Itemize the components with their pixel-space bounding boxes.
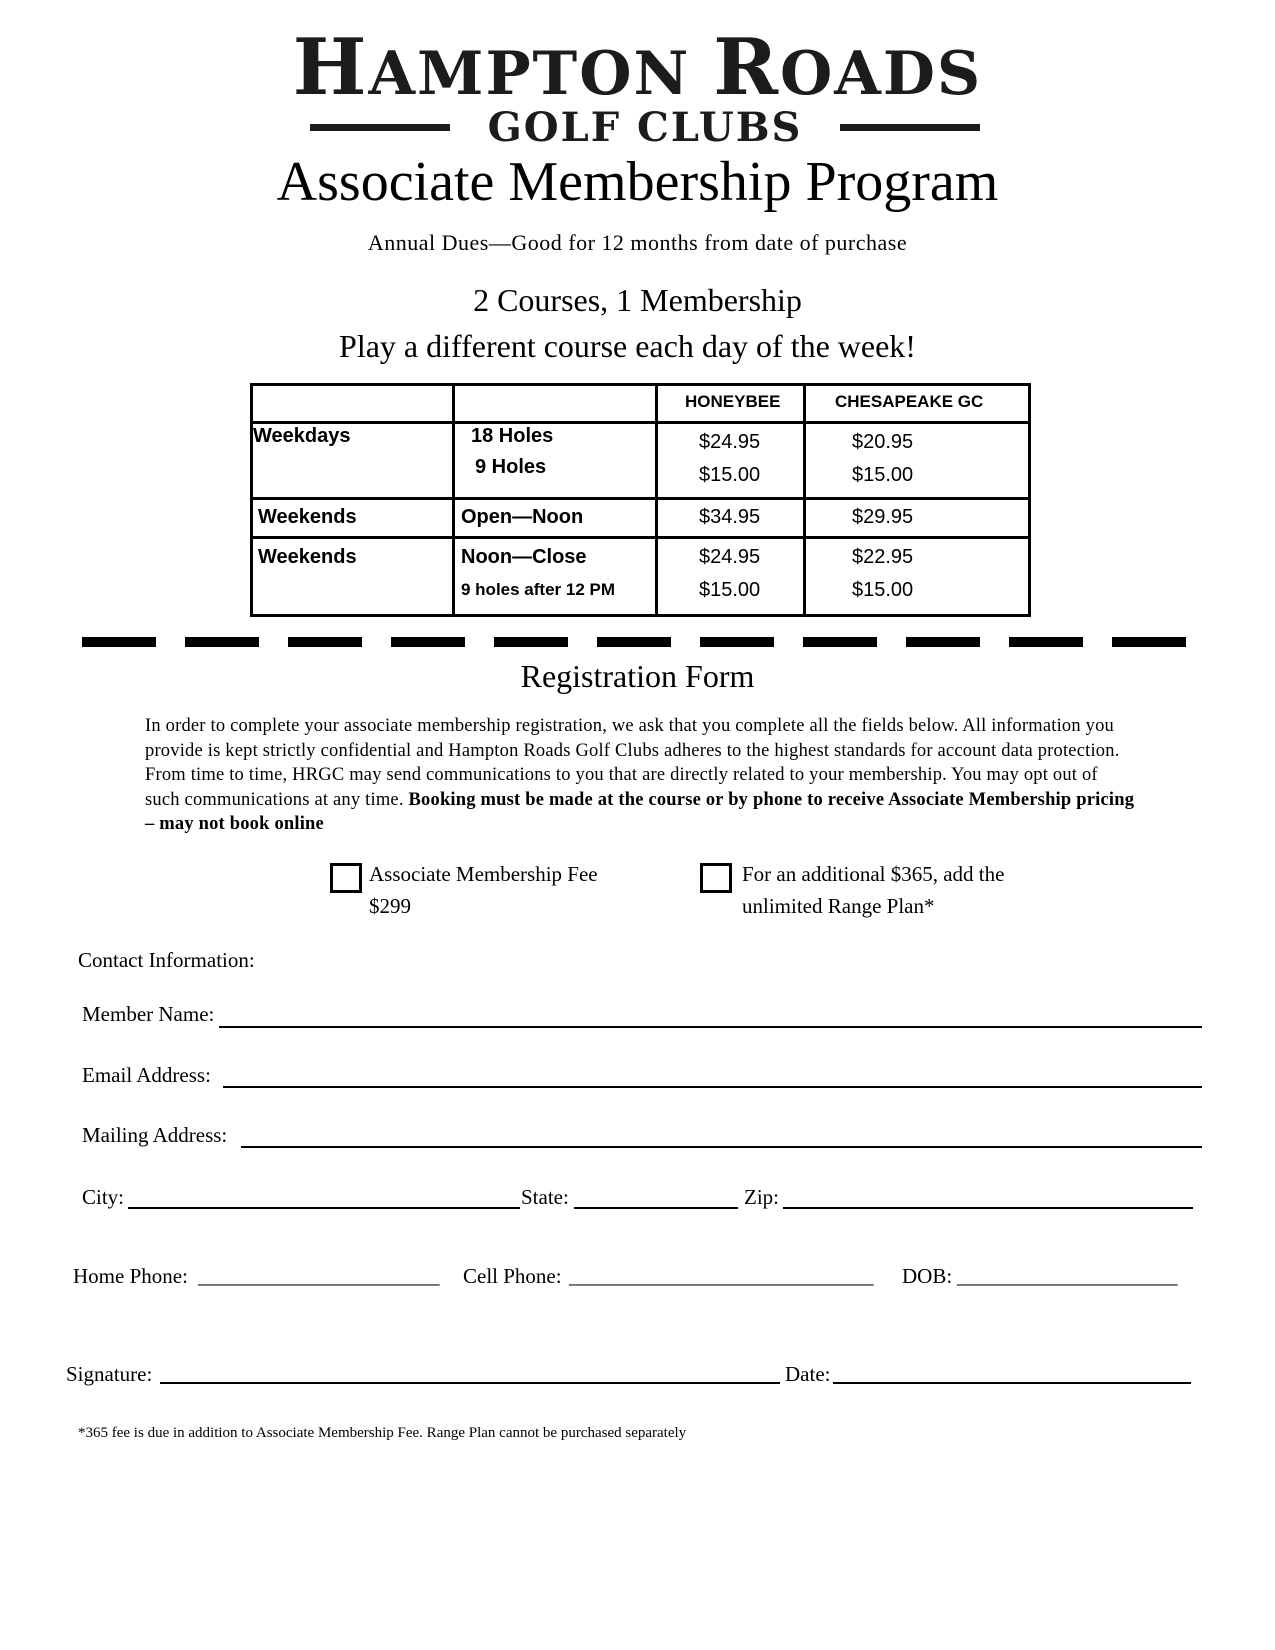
logo-word-ampton: AMPTON [368,39,714,109]
price-chesapeake: $15.00 [852,579,914,601]
dash [1009,637,1083,647]
page-subtitle: Annual Dues—Good for 12 months from date of purchase [367,230,908,255]
dash [288,637,362,647]
mailing-address-label: Mailing Address: [82,1123,228,1147]
row-day: Weekdays [253,425,351,447]
cell-phone-field[interactable]: _____________________________ [569,1264,874,1288]
logo-rule-left [310,124,450,131]
member-name-label: Member Name: [82,1002,215,1026]
price-chesapeake: $15.00 [852,464,914,486]
price-chesapeake: $22.95 [852,546,914,568]
dash [185,637,259,647]
contact-heading: Contact Information: [78,948,255,972]
mailing-address-field[interactable] [241,1146,1202,1148]
price-honeybee: $15.00 [699,579,761,601]
range-plan-checkbox[interactable] [700,863,732,893]
dash [700,637,774,647]
signature-field[interactable] [160,1382,780,1384]
logo-subtitle-row [310,102,980,152]
dash [906,637,980,647]
dash [82,637,156,647]
price-chesapeake: $20.95 [852,431,914,453]
cell-phone-label: Cell Phone: [463,1264,562,1288]
column-header-chesapeake: CHESAPEAKE GC [835,392,984,411]
intro-bold-text: Booking must be made at the course or by phone to receive Associate Membership pricing – may not book online [145,789,1135,834]
signature-label: Signature: [66,1362,153,1386]
price-chesapeake: $29.95 [852,506,914,528]
email-field[interactable] [223,1086,1202,1088]
range-plan-option [742,858,1004,922]
logo-subtitle: GOLF CLUBS [487,103,803,151]
dash [803,637,877,647]
date-label: Date: [785,1362,831,1386]
price-honeybee: $24.95 [699,431,761,453]
dob-label: DOB: [902,1264,953,1288]
registration-intro [145,714,1135,837]
row-time: Open—Noon [461,506,584,528]
range-plan-label-line2: unlimited Range Plan* [742,894,935,918]
dash [391,637,465,647]
tagline-courses: 2 Courses, 1 Membership [473,282,802,318]
zip-field[interactable] [783,1207,1193,1209]
dash [1112,637,1186,647]
price-honeybee: $15.00 [699,464,761,486]
logo-initial-r: R [713,22,781,113]
rates-table [250,383,1031,617]
membership-fee-checkbox[interactable] [330,863,362,893]
range-plan-label-line1: For an additional $365, add the [742,862,1005,886]
membership-fee-label: Associate Membership Fee [369,862,598,886]
column-header-honeybee: HONEYBEE [685,392,781,411]
intro-text: In order to complete your associate membership registration, we ask that you complete all the fields below. All information you provide is kept strictly confidential and Hampton Roads Golf Clubs adheres to the highest standards for account data protection. From time to time, HRGC may send communications to you that are directly related to your membership. You may opt out of such communications at any time. [145,716,1120,810]
logo-rule-right [840,124,980,131]
logo-word-oads: OADS [780,39,983,109]
city-label: City: [82,1185,125,1209]
email-label: Email Address: [82,1063,211,1087]
city-field[interactable] [128,1207,520,1209]
row-time: Noon—Close [461,546,587,568]
row-day: Weekends [258,506,357,528]
member-name-field[interactable] [219,1026,1202,1028]
table-divider [253,497,1028,500]
price-honeybee: $24.95 [699,546,761,568]
logo-initial-h: H [292,22,369,113]
row-time: 18 Holes [471,425,554,447]
membership-fee-option [369,858,598,922]
state-label: State: [521,1185,569,1209]
home-phone-label: Home Phone: [73,1264,188,1288]
footnote: *365 fee is due in addition to Associate Membership Fee. Range Plan cannot be purchased separately [78,1425,687,1441]
home-phone-field[interactable]: _______________________ [198,1264,440,1288]
dash [494,637,568,647]
dob-field[interactable]: _____________________ [957,1264,1178,1288]
row-time-secondary: 9 Holes [475,456,547,478]
date-field[interactable] [833,1382,1191,1384]
row-day: Weekends [258,546,357,568]
row-time-secondary: 9 holes after 12 PM [461,580,616,599]
cut-line [82,637,1192,647]
membership-fee-price: $299 [369,894,411,918]
table-divider [253,421,1028,424]
price-honeybee: $34.95 [699,506,761,528]
table-divider [253,536,1028,539]
tagline-play: Play a different course each day of the week! [339,328,916,364]
state-field[interactable] [574,1207,738,1209]
dash [597,637,671,647]
page-title: Associate Membership Program [276,151,999,213]
logo-title [0,22,1275,113]
registration-title: Registration Form [520,658,755,694]
zip-label: Zip: [744,1185,779,1209]
